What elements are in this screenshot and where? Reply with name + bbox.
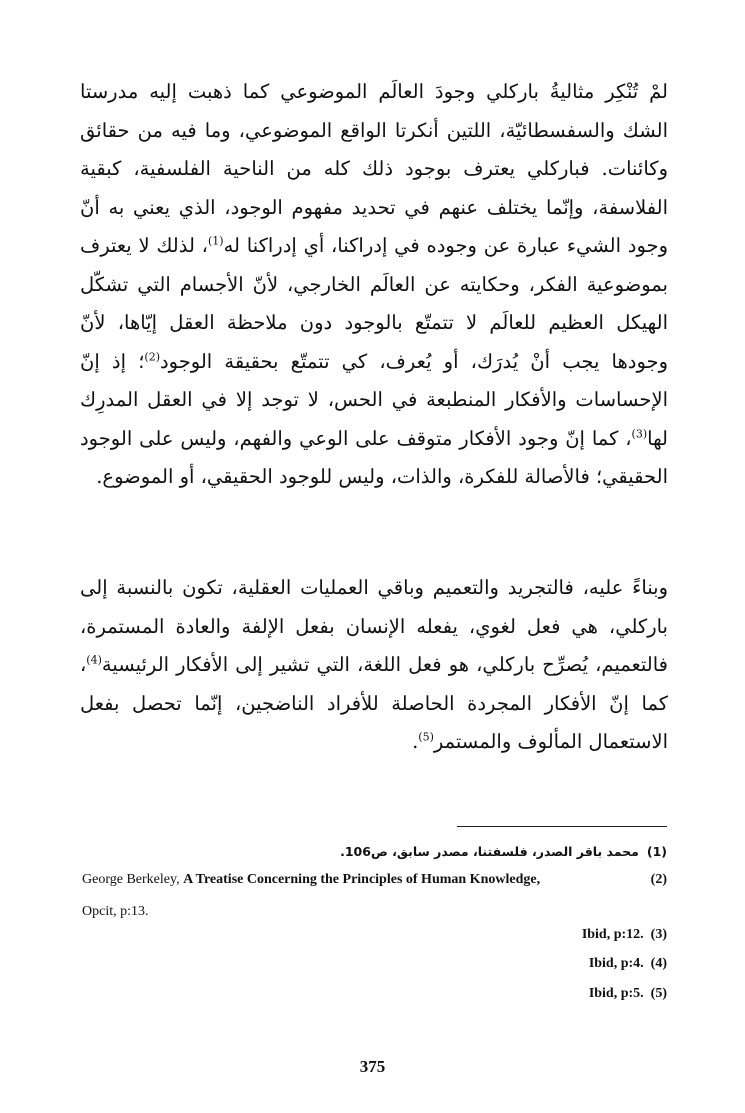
- footnote-4: [589, 955, 667, 973]
- footnote-1: [340, 843, 667, 861]
- footnote-2: [82, 871, 540, 889]
- footnote-3-number: (3): [650, 927, 667, 942]
- footnote-3-text: Ibid, p:12.: [581, 927, 644, 942]
- footnote-1-text: محمد باقر الصدر، فلسفتنا، مصدر سابق، ص106.: [340, 844, 639, 859]
- body-paragraph-1: [80, 73, 668, 497]
- footnote-3: [582, 926, 667, 944]
- footnote-5: [589, 985, 667, 1003]
- footnote-separator: [457, 826, 667, 827]
- footnote-2-number: (2): [650, 872, 667, 887]
- footnote-4-text: Ibid, p:4.: [588, 956, 644, 971]
- footnote-ref-2: (2): [144, 350, 160, 363]
- footnote-ref-1: (1): [207, 234, 224, 248]
- para2-text-3: .: [412, 730, 419, 753]
- body-paragraph-2: [80, 569, 668, 762]
- footnote-2-number-wrap: [651, 871, 667, 889]
- para1-text-2: ، لذلك لا يعترف بموضوعية الفكر، وحكايته عن العالَم الخارجي، لأنّ الأجسام التي تشكّل الهيكل العظيم للعالَم لا تتمتّع بالوجود دون ملاحظة العقل إيّاها، لأنّ وجودها يجب أنْ يُدرَك، أو يُعرف، كي تتمتّع بحقيقة الوجود: [80, 234, 668, 373]
- para2-text-1: وبناءً عليه، فالتجريد والتعميم وباقي العمليات العقلية، تكون بالنسبة إلى باركلي، هي فعل لغوي، يفعله الإنسان بفعل الإلفة والعادة المستمرة، فالتعميم، يُصرِّح باركلي، هو فعل اللغة، التي تشير إلى الأفكار الرئيسية: [80, 576, 668, 676]
- footnote-ref-3: (3): [631, 427, 648, 440]
- para1-text-4: ، كما إنّ وجود الأفكار متوقف على الوعي والفهم، وليس على الوجود الحقيقي؛ فالأصالة للفكرة، والذات، وليس للوجود الحقيقي، أو الموضوع.: [80, 426, 668, 488]
- footnote-2-author: George Berkeley,: [82, 872, 180, 887]
- para1-text-3: ؛ إذ إنّ الإحساسات والأفكار المنطبعة في الحس، لا توجد إلا في العقل المدرِك لها: [80, 349, 668, 450]
- footnote-5-number: (5): [650, 986, 667, 1001]
- footnote-1-number: (1): [646, 844, 667, 859]
- para2-text-2: ، كما إنّ الأفكار المجردة الحاصلة للأفراد الناضجين، إنّما تحصل بفعل الاستعمال المألوف والمستمر: [80, 653, 668, 753]
- footnote-5-text: Ibid, p:5.: [588, 986, 644, 1001]
- para1-text-1: لمْ تُنْكِر مثاليةُ باركلي وجودَ العالَم الموضوعي كما ذهبت إليه مدرستا الشك والسفسطائيّة، اللتين أنكرتا الواقع الموضوعي، وما فيه من حقائق وكائنات. فباركلي يعترف بوجود ذلك كله من الناحية الفلسفية، كبقية الفلاسفة، وإنّما يختلف عنهم في تحديد مفهوم الوجود، الذي يعني به أنّ وجود الشيء عبارة عن وجوده في إدراكنا، أي إدراكنا له: [80, 80, 668, 257]
- footnote-2-continuation: [82, 903, 149, 921]
- footnote-2-title: A Treatise Concerning the Principles of Human Knowledge,: [183, 872, 541, 887]
- footnote-ref-5: (5): [418, 730, 434, 744]
- footnote-2-continuation-text: Opcit, p:13.: [82, 904, 149, 919]
- page-number: 375: [359, 1057, 386, 1076]
- footnote-ref-4: (4): [86, 653, 102, 667]
- footnote-4-number: (4): [650, 956, 667, 971]
